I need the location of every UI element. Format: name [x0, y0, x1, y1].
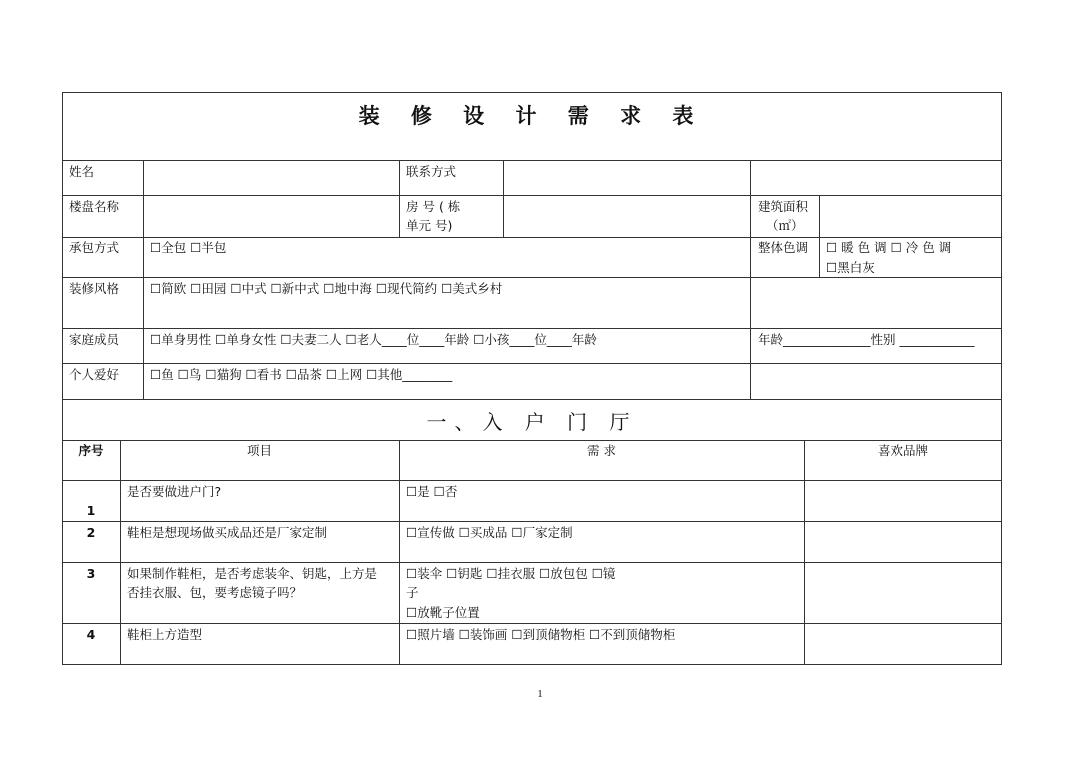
column-divider	[399, 440, 400, 665]
row-needs[interactable]: ☐宣传做 ☐买成品 ☐厂家定制	[406, 525, 573, 540]
header-needs: 需 求	[587, 443, 616, 458]
row-number: 1	[86, 503, 96, 518]
family-label: 家庭成员	[69, 332, 120, 347]
style-label: 装修风格	[69, 281, 120, 296]
row-divider	[62, 237, 1002, 238]
row-needs-line1[interactable]: ☐装伞 ☐钥匙 ☐挂衣服 ☐放包包 ☐镜	[406, 566, 616, 581]
column-divider	[750, 160, 751, 400]
name-label: 姓名	[69, 164, 95, 179]
row-divider	[62, 623, 1002, 624]
row-divider	[62, 399, 1002, 400]
column-divider	[503, 160, 504, 237]
row-divider	[62, 277, 1002, 278]
row-item: 鞋柜上方造型	[127, 627, 203, 642]
row-number: 2	[86, 525, 96, 540]
building-label: 楼盘名称	[69, 199, 120, 214]
contract-label: 承包方式	[69, 240, 120, 255]
row-needs[interactable]: ☐是 ☐否	[406, 484, 458, 499]
row-divider	[62, 440, 1002, 441]
row-number: 3	[86, 566, 96, 581]
hobby-options[interactable]: ☐鱼 ☐鸟 ☐猫狗 ☐看书 ☐品茶 ☐上网 ☐其他________	[150, 367, 453, 382]
row-item: 鞋柜是想现场做买成品还是厂家定制	[127, 525, 328, 540]
family-options[interactable]: ☐单身男性 ☐单身女性 ☐夫妻二人 ☐老人____位____年龄 ☐小孩____位____年龄	[150, 332, 597, 347]
row-number: 4	[86, 627, 96, 642]
tone-options-bw[interactable]: ☐黑白灰	[826, 260, 875, 275]
column-divider	[399, 160, 400, 237]
contact-label: 联系方式	[406, 164, 457, 179]
hobby-label: 个人爱好	[69, 367, 120, 382]
style-options[interactable]: ☐简欧 ☐田园 ☐中式 ☐新中式 ☐地中海 ☐现代简约 ☐美式乡村	[150, 281, 503, 296]
row-item: 是否要做进户门?	[127, 484, 222, 499]
header-item: 项目	[246, 443, 272, 458]
row-needs-line2: 子	[406, 585, 419, 600]
row-divider	[62, 562, 1002, 563]
row-needs[interactable]: ☐照片墙 ☐装饰画 ☐到顶储物柜 ☐不到顶储物柜	[406, 627, 676, 642]
row-divider	[62, 480, 1002, 481]
row-needs-line3[interactable]: ☐放靴子位置	[406, 605, 480, 620]
form-title: 装 修 设 计 需 求 表	[358, 104, 706, 128]
row-item-line1: 如果制作鞋柜，是否考虑装伞、钥匙，上方是	[127, 566, 378, 581]
area-label: 建筑面积	[758, 199, 809, 214]
area-unit: （㎡）	[766, 218, 804, 233]
header-brand: 喜欢品牌	[877, 443, 928, 458]
column-divider	[120, 440, 121, 665]
column-divider	[804, 440, 805, 665]
row-divider	[62, 195, 1002, 196]
page-number: 1	[537, 688, 543, 700]
row-divider	[62, 521, 1002, 522]
section-title: 一、入 户 门 厅	[426, 410, 638, 434]
column-divider	[819, 195, 820, 277]
tone-label: 整体色调	[758, 240, 809, 255]
row-divider	[62, 363, 1002, 364]
header-no: 序号	[78, 443, 104, 458]
room-label-line1: 房 号 ( 栋	[406, 199, 461, 214]
row-item-line2: 否挂衣服、包，要考虑镜子吗？	[127, 585, 303, 600]
row-divider	[62, 160, 1002, 161]
row-divider	[62, 328, 1002, 329]
age-gender-field[interactable]: 年龄______________性别 ____________	[758, 332, 975, 347]
column-divider	[143, 160, 144, 400]
room-label-line2: 单元 号)	[406, 218, 453, 233]
tone-options[interactable]: ☐ 暖 色 调 ☐ 冷 色 调	[826, 240, 952, 255]
contract-options[interactable]: ☐全包 ☐半包	[150, 240, 227, 255]
